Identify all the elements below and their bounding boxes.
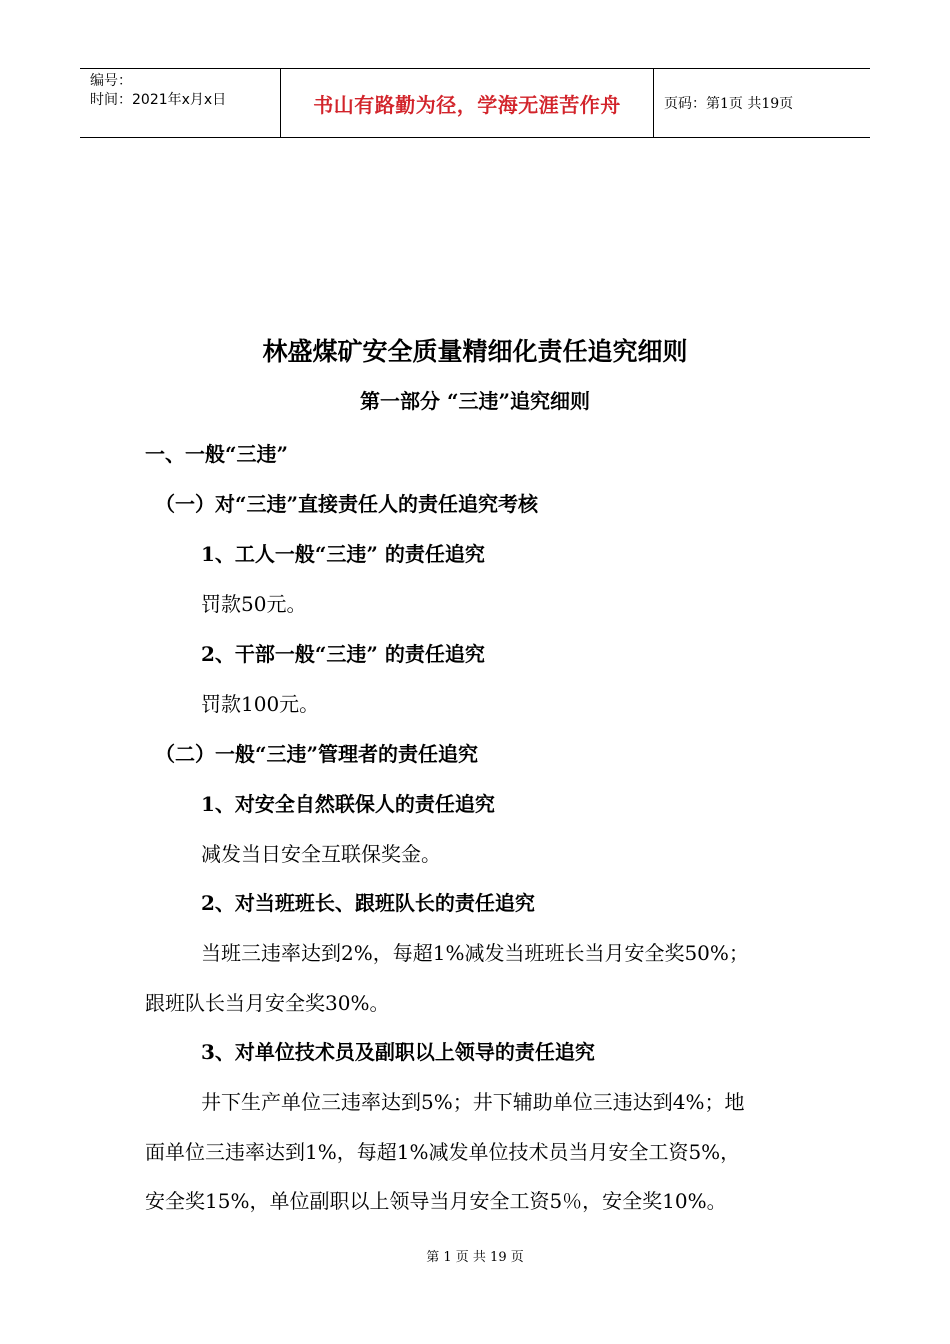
item-heading: 2、干部一般“三违” 的责任追究 — [201, 642, 485, 666]
header-page-info: 页码：第1页 共19页 — [664, 96, 794, 112]
section-heading: 一、一般“三违” — [145, 442, 289, 466]
paragraph-text: 面单位三违率达到1%，每超1%减发单位技术员当月安全工资5%， — [145, 1140, 741, 1164]
subsection-heading: （一）对“三违”直接责任人的责任追究考核 — [155, 492, 539, 516]
item-heading: 2、对当班班长、跟班队长的责任追究 — [201, 891, 535, 915]
item-heading: 1、对安全自然联保人的责任追究 — [201, 792, 495, 816]
item-heading: 3、对单位技术员及副职以上领导的责任追究 — [201, 1040, 595, 1064]
document-number-label: 编号： — [90, 73, 132, 89]
paragraph-text: 跟班队长当月安全奖30%。 — [145, 991, 390, 1015]
paragraph-text: 罚款50元。 — [201, 592, 307, 616]
item-heading: 1、工人一般“三违” 的责任追究 — [201, 542, 485, 566]
paragraph-text: 减发当日安全互联保奖金。 — [201, 842, 441, 866]
paragraph-text: 安全奖15%，单位副职以上领导当月安全工资5％，安全奖10%。 — [145, 1189, 727, 1213]
document-title: 林盛煤矿安全质量精细化责任追究细则 — [262, 337, 688, 366]
paragraph-text: 当班三违率达到2%，每超1%减发当班班长当月安全奖50%； — [201, 941, 749, 965]
subsection-heading: （二）一般“三违”管理者的责任追究 — [155, 742, 479, 766]
document-subtitle: 第一部分 “三违”追究细则 — [360, 389, 590, 413]
header-meta — [80, 69, 281, 137]
document-time-label: 时间：2021年x月x日 — [90, 92, 227, 108]
paragraph-text: 罚款100元。 — [201, 692, 320, 716]
paragraph-text: 井下生产单位三违率达到5%；井下辅助单位三违达到4%；地 — [201, 1090, 745, 1114]
page-footer: 第 1 页 共 19 页 — [426, 1250, 524, 1265]
page-header — [80, 68, 870, 138]
header-motto: 书山有路勤为径，学海无涯苦作舟 — [281, 69, 654, 137]
